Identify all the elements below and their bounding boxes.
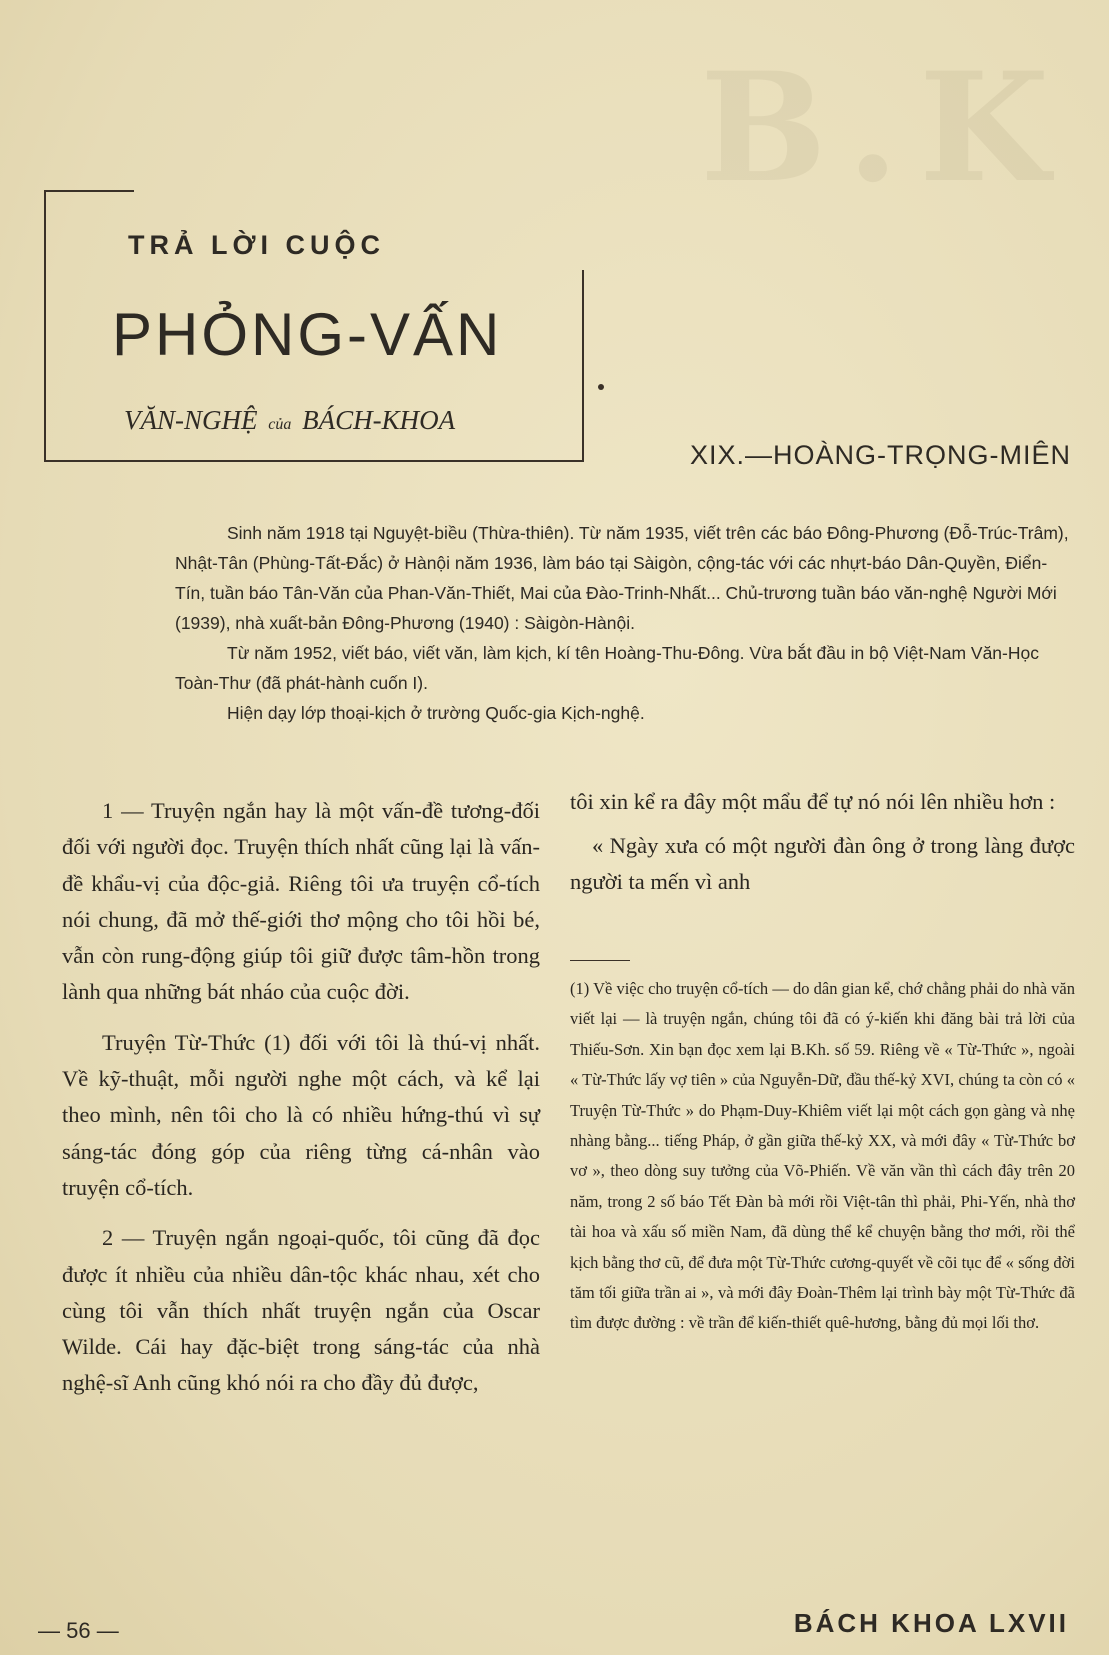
subtitle-left: VĂN-NGHỆ	[124, 405, 258, 435]
ink-dot	[598, 384, 604, 390]
frame-bottom-rule	[44, 460, 584, 462]
frame-left-rule	[44, 190, 46, 462]
left-column	[62, 793, 540, 1416]
frame-right-rule	[582, 270, 584, 462]
footnote	[570, 974, 1075, 1339]
left-paragraph-2: Truyện Từ-Thức (1) đối với tôi là thú-vị nhất. Về kỹ-thuật, mỗi người nghe một cách, và kể lại theo mình, nên tôi cho là có nhiều hứng-thú vì sự sáng-tác đóng góp của riêng từng cá-nhân vào truyện cổ-tích.	[62, 1029, 540, 1200]
subtitle-connector: của	[268, 416, 292, 433]
left-paragraph-3: 2 — Truyện ngắn ngoại-quốc, tôi cũng đã đọc được ít nhiều của nhiều dân-tộc khác nhau, xét cho cùng tôi vẫn thích nhất truyện ngắn của Oscar Wilde. Cái hay đặc-biệt trong sáng-tác của nhà nghệ-sĩ Anh cũng khó nói ra cho đầy đủ được,	[62, 1225, 540, 1396]
bio-paragraph-1: Sinh năm 1918 tại Nguyệt-biều (Thừa-thiên). Từ năm 1935, viết trên các báo Đông-Phương (Đỗ-Trúc-Trâm), Nhật-Tân (Phùng-Tất-Đắc) ở Hànội năm 1936, làm báo tại Sàigòn, cộng-tác với các nhựt-báo Dân-Quyền, Điển-Tín, tuần báo Tân-Văn của Phan-Văn-Thiết, Mai của Đào-Trinh-Nhất... Chủ-trương tuần báo văn-nghệ Người Mới (1939), nhà xuất-bản Đông-Phương (1940) : Sàigòn-Hànội.	[175, 523, 1069, 633]
author-bio	[175, 518, 1070, 728]
bleed-through-text: B.K	[700, 40, 1070, 216]
right-paragraph-1: tôi xin kể ra đây một mẩu để tự nó nói lên nhiều hơn :	[570, 789, 1056, 814]
author-heading: XIX.—HOÀNG-TRỌNG-MIÊN	[689, 440, 1071, 470]
frame-top-rule	[44, 190, 134, 192]
article-kicker: TRẢ LỜI CUỘC	[128, 230, 386, 260]
footnote-rule	[570, 960, 630, 961]
subtitle-right: BÁCH-KHOA	[302, 405, 456, 435]
article-subtitle	[124, 405, 455, 436]
article-title: PHỎNG-VẤN	[112, 301, 503, 368]
page-number: — 56 —	[38, 1618, 119, 1643]
footnote-text: (1) Về việc cho truyện cổ-tích — do dân gian kể, chớ chẳng phải do nhà văn viết lại — là truyện ngắn, chúng tôi đã có ý-kiến khi đăng bài trả lời của Thiếu-Sơn. Xin bạn đọc xem lại B.Kh. số 59. Riêng về « Từ-Thức », ngoài « Từ-Thức lấy vợ tiên » của Nguyễn-Dữ, đầu thế-kỷ XVI, chúng ta còn có « Truyện Từ-Thức » do Phạm-Duy-Khiêm viết lại một cách gọn gàng và nhẹ nhàng bằng... tiếng Pháp, ở gần giữa thế-kỷ XX, và mới đây « Từ-Thức bơ vơ », theo dòng suy tưởng của Võ-Phiến. Về văn vần thì cách đây trên 20 năm, trong 2 số báo Tết Đàn bà mới rồi Việt-tân thì phải, Phi-Yến, nhà thơ tài hoa và xấu số miền Nam, đã dùng thể kể chuyện bằng thơ mới, rồi thể kịch bằng thơ cũ, để đưa một Từ-Thức cương-quyết về cõi tục để « sống đời tăm tối giữa trần ai », và mới đây Đoàn-Thêm lại trình bày một Từ-Thức đã tìm được đường : về trần để kiến-thiết quê-hương, bằng đủ mọi lối thơ.	[570, 979, 1075, 1333]
right-paragraph-quote: « Ngày xưa có một người đàn ông ở trong làng được người ta mến vì anh	[570, 833, 1075, 894]
bio-paragraph-3: Hiện dạy lớp thoại-kịch ở trường Quốc-gia Kịch-nghệ.	[227, 703, 645, 723]
bio-paragraph-2: Từ năm 1952, viết báo, viết văn, làm kịch, kí tên Hoàng-Thu-Đông. Vừa bắt đầu in bộ Việt-Nam Văn-Học Toàn-Thư (đã phát-hành cuốn I).	[175, 643, 1039, 693]
running-masthead: BÁCH KHOA LXVII	[793, 1608, 1069, 1638]
right-column	[570, 784, 1075, 900]
left-paragraph-1: 1 — Truyện ngắn hay là một vấn-đề tương-đối đối với người đọc. Truyện thích nhất cũng lại là vấn-đề khẩu-vị của độc-giả. Riêng tôi ưa truyện cổ-tích nói chung, đã mở thế-giới thơ mộng cho tôi hồi bé, vẫn còn rung-động giúp tôi giữ được tâm-hồn trong lành qua những bát nháo của cuộc đời.	[62, 798, 540, 1005]
